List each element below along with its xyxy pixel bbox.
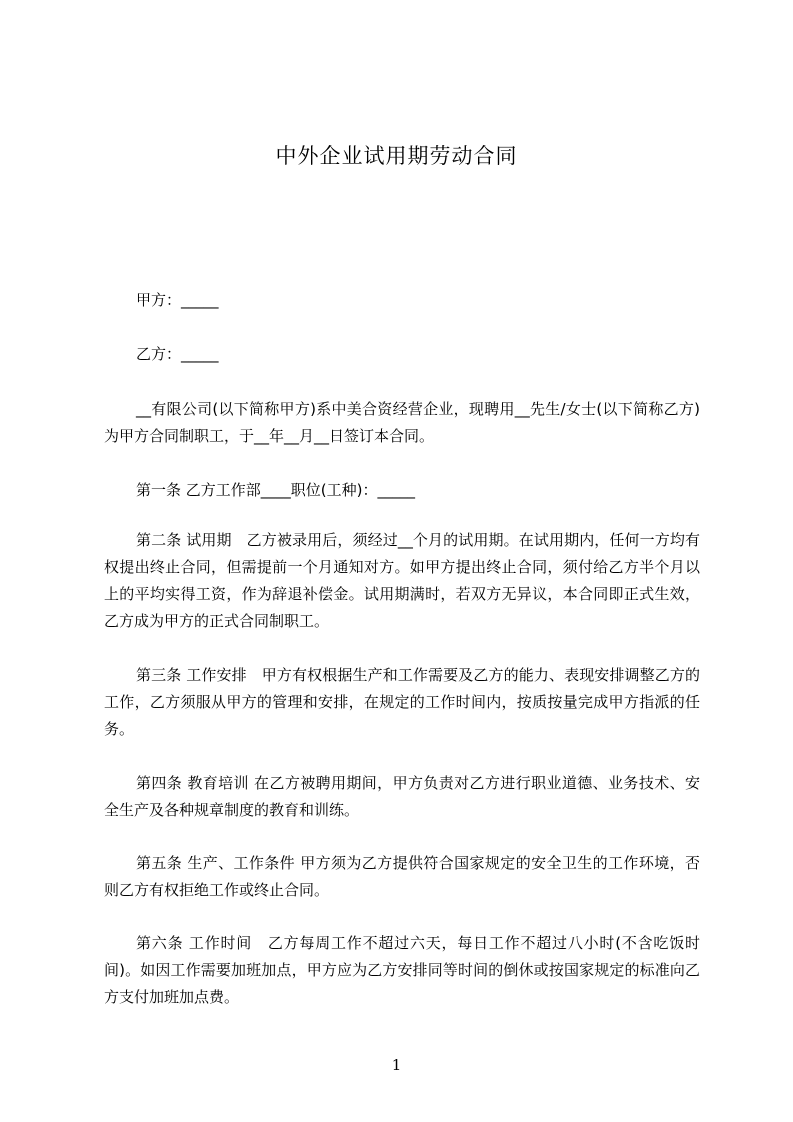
party-a-line: 甲方：_____ <box>136 291 219 309</box>
article-2: 第二条 试用期 乙方被录用后，须经过__个月的试用期。在试用期内，任何一方均有权提出终止合同，但需提前一个月通知对方。如甲方提出终止合同，须付给乙方半个月以上的平均实得工资，作为辞退补偿金。试用期满时，若双方无异议，本合同即正式生效，乙方成为甲方的正式合同制职工。 <box>104 531 700 630</box>
page-number: 1 <box>391 1056 402 1074</box>
article-1: 第一条 乙方工作部____职位(工种)：_____ <box>136 481 415 499</box>
document-title: 中外企业试用期劳动合同 <box>275 144 518 168</box>
article-5: 第五条 生产、工作条件 甲方须为乙方提供符合国家规定的安全卫生的工作环境，否则乙方有权拒绝工作或终止合同。 <box>104 854 700 899</box>
article-6: 第六条 工作时间 乙方每周工作不超过六天，每日工作不超过八小时(不含吃饭时间)。如因工作需要加班加点，甲方应为乙方安排同等时间的倒休或按国家规定的标准向乙方支付加班加点费。 <box>104 934 700 1006</box>
article-4: 第四条 教育培训 在乙方被聘用期间，甲方负责对乙方进行职业道德、业务技术、安全生产及各种规章制度的教育和训练。 <box>104 774 700 819</box>
article-3: 第三条 工作安排 甲方有权根据生产和工作需要及乙方的能力、表现安排调整乙方的工作，乙方须服从甲方的管理和安排，在规定的工作时间内，按质按量完成甲方指派的任务。 <box>104 666 700 738</box>
party-b-line: 乙方：_____ <box>136 345 219 363</box>
preamble-paragraph: __有限公司(以下简称甲方)系中美合资经营企业，现聘用__先生/女士(以下简称乙方)为甲方合同制职工，于__年__月__日签订本合同。 <box>104 400 700 445</box>
